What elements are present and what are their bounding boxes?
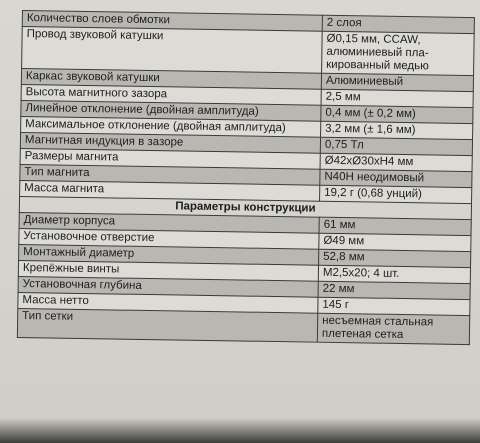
parameter-value: Ø0,15 мм, CCAW, алюминиевый пла- кированный медью <box>322 31 475 75</box>
page-edge-shadow <box>0 418 480 443</box>
table-row <box>17 308 469 344</box>
table-row <box>22 27 475 76</box>
parameter-value: 2,5 мм <box>321 89 473 107</box>
parameter-value: Ø49 мм <box>319 233 471 251</box>
specifications-table <box>17 10 475 345</box>
parameter-label: Линейное отклонение (двойная амплитуда) <box>21 100 321 121</box>
parameter-value: 0,75 Тл <box>320 137 472 155</box>
parameter-value: 2 слоя <box>322 15 474 33</box>
parameter-value: 22 мм <box>318 281 470 299</box>
parameter-label: Установочное отверстие <box>19 228 319 249</box>
parameter-label: Диаметр корпуса <box>19 212 319 233</box>
parameter-value: 145 г <box>318 297 470 315</box>
parameter-label: Количество слоев обмотки <box>22 11 322 32</box>
parameter-value: 19,2 г (0,68 унций) <box>320 185 472 203</box>
parameter-label: Магнитная индукция в зазоре <box>20 132 320 153</box>
parameter-label: Тип сетки <box>17 308 317 342</box>
parameter-label: Масса магнита <box>20 180 320 201</box>
parameter-value: 0,4 мм (± 0,2 мм) <box>321 105 473 123</box>
parameter-value: 61 мм <box>319 217 471 235</box>
parameter-label: Провод звуковой катушки <box>22 27 323 74</box>
parameter-label: Тип магнита <box>20 164 320 185</box>
section-title: Параметры конструкции <box>19 196 471 219</box>
parameter-label: Каркас звуковой катушки <box>21 69 321 90</box>
parameter-label: Размеры магнита <box>20 148 320 169</box>
parameter-label: Максимальное отклонение (двойная амплитуда) <box>21 116 321 137</box>
parameter-label: Установочная глубина <box>18 276 318 297</box>
parameter-label: Высота магнитного зазора <box>21 84 321 105</box>
parameter-value: 3,2 мм (± 1,6 мм) <box>321 121 473 139</box>
parameter-value: Ø42хØ30хН4 мм <box>320 153 472 171</box>
parameter-label: Масса нетто <box>18 292 318 313</box>
parameter-value: N40H неодимовый <box>320 169 472 187</box>
parameter-value: несъемная стальная плетеная сетка <box>317 313 469 344</box>
parameter-label: Крепёжные винты <box>18 260 318 281</box>
parameter-value: 52,8 мм <box>319 249 471 267</box>
parameter-label: Монтажный диаметр <box>19 244 319 265</box>
parameter-value: Алюминиевый <box>321 73 473 91</box>
parameter-value: M2,5x20; 4 шт. <box>318 265 470 283</box>
